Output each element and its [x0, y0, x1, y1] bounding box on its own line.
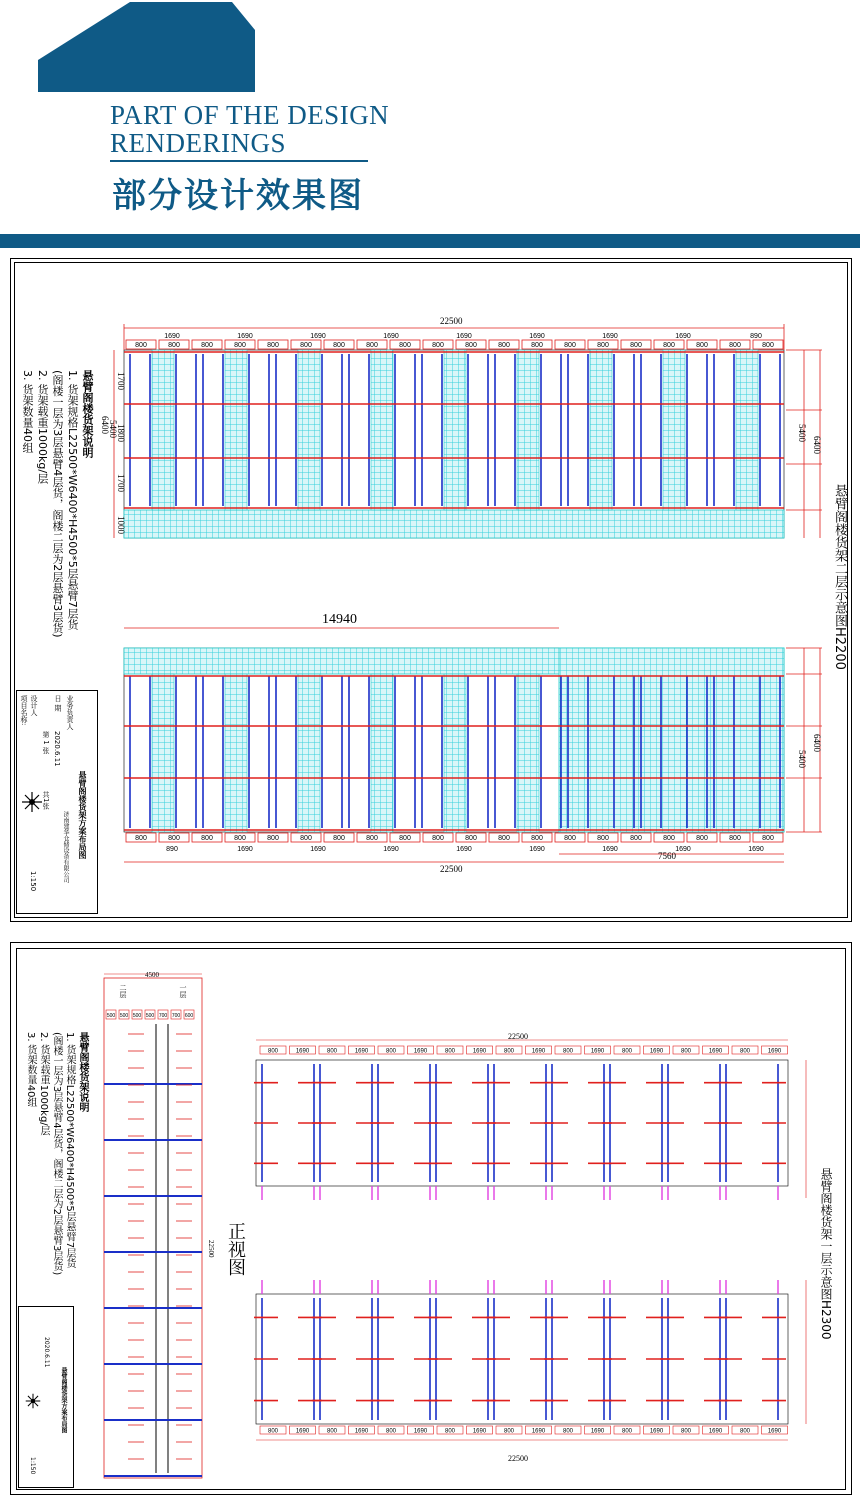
sheet1-left-1800: 1800: [116, 424, 126, 442]
dim-label: 1690: [675, 846, 691, 853]
dim-label: 1690: [675, 333, 691, 340]
aisle-grid: [444, 350, 466, 510]
dim-label: 800: [729, 835, 741, 842]
sheet2-title-block: [18, 1306, 74, 1488]
dim-label: 890: [166, 846, 178, 853]
dim-label: 1690: [295, 1428, 310, 1435]
tb-sheet: 第 1 张: [42, 731, 50, 754]
dim-label: 1690: [531, 1428, 546, 1435]
dim-label: 800: [597, 835, 609, 842]
sheet1-left-1000: 1000: [116, 516, 126, 534]
dim-label: 1690: [767, 1048, 782, 1055]
sheet1-total-top: 22500: [440, 316, 463, 326]
dim-label: 800: [663, 835, 675, 842]
dim-label: 1690: [310, 846, 326, 853]
sheet1-left-1700b: 1700: [116, 474, 126, 492]
dim-label: 800: [465, 835, 477, 842]
dim-label: 800: [201, 835, 213, 842]
dim-label: 800: [326, 1428, 338, 1435]
dim-label: 1690: [456, 333, 472, 340]
dim-label: 800: [385, 1428, 397, 1435]
dim-label: 800: [399, 342, 411, 349]
dim-label: 800: [432, 835, 444, 842]
dim-label: 500: [106, 1013, 116, 1019]
company-logo-icon: [21, 791, 43, 813]
aisle-grid: [371, 350, 393, 510]
dim-label: 1690: [383, 846, 399, 853]
dim-label: 1690: [602, 333, 618, 340]
sheet2-width-4500: 4500: [145, 971, 159, 979]
dim-label: 1690: [590, 1048, 605, 1055]
tb-project: 项目名称:: [20, 695, 28, 726]
dim-label: 800: [739, 1048, 751, 1055]
dim-label: 800: [562, 1428, 574, 1435]
notes-line-4: 3. 货架数量40组: [21, 370, 34, 453]
notes2-heading: 悬臂阁楼货架说明: [77, 1032, 88, 1112]
tb2-ratio: 1:150: [29, 1457, 36, 1475]
tb-date: 2020.6.11: [53, 731, 61, 767]
dim-label: 800: [444, 1428, 456, 1435]
dim-label: 500: [145, 1013, 155, 1019]
sheet1-span-7560: 7560: [658, 851, 676, 861]
tb2-date: 2020.6.11: [43, 1337, 50, 1368]
dim-label: 1690: [456, 846, 472, 853]
sheet2-level1-label: 一层: [179, 984, 187, 998]
dim-label: 800: [696, 342, 708, 349]
tb-approver: 业务负责人: [66, 695, 74, 730]
notes-line-1: 1. 货架规格L22500*W6400*H4500*5层悬臂7层货: [66, 370, 79, 630]
dim-label: 800: [168, 835, 180, 842]
aisle-grid: [444, 674, 466, 832]
aisle-grid: [371, 674, 393, 832]
aisle-grid: [225, 350, 247, 510]
notes-line-2: (阁楼一层为3层悬臂4层货，阁楼二层为2层悬臂3层货): [51, 370, 64, 638]
aisle-grid: [590, 350, 612, 510]
dim-label: 1690: [590, 1428, 605, 1435]
dim-label: 800: [201, 342, 213, 349]
notes2-line-2: (阁楼一层为3层悬臂4层货，阁楼二层为2层悬臂3层货): [51, 1032, 62, 1276]
dim-label: 800: [267, 1428, 279, 1435]
tb-design: 设计人: [30, 695, 38, 716]
dim-label: 800: [696, 835, 708, 842]
sheet1-plan-drawing: [14, 262, 848, 918]
aisle-grid: [225, 674, 247, 832]
dim-label: 800: [503, 1428, 515, 1435]
sheet1-total-bottom: 22500: [440, 864, 463, 874]
dim-label: 800: [168, 342, 180, 349]
dim-label: 800: [531, 342, 543, 349]
dim-label: 800: [663, 342, 675, 349]
aisle-grid: [152, 350, 174, 510]
dim-label: 1690: [531, 1048, 546, 1055]
dim-label: 1690: [413, 1428, 428, 1435]
aisle-grid: [298, 350, 320, 510]
dim-label: 800: [680, 1048, 692, 1055]
sheet2-plan-drawing: [16, 948, 846, 1490]
dim-label: 1690: [310, 333, 326, 340]
dim-label: 800: [300, 835, 312, 842]
dim-label: 800: [234, 835, 246, 842]
title-divider: [110, 160, 368, 162]
dim-label: 800: [621, 1048, 633, 1055]
notes-line-3: 2. 货架载重1000kg/层: [36, 370, 49, 485]
dim-label: 1690: [383, 333, 399, 340]
dim-label: 890: [750, 333, 762, 340]
dim-label: 1690: [354, 1048, 369, 1055]
dim-label: 1690: [708, 1048, 723, 1055]
aisle-grid: [517, 350, 539, 510]
dim-label: 1690: [237, 846, 253, 853]
dim-label: 1690: [472, 1428, 487, 1435]
front-view-label: 正视图: [225, 1222, 246, 1276]
dim-label: 700: [171, 1013, 181, 1019]
lower-plan: [124, 648, 784, 832]
dim-label: 1690: [529, 846, 545, 853]
tb-ratio: 1:150: [29, 871, 37, 892]
dim-label: 800: [531, 835, 543, 842]
dim-label: 800: [366, 342, 378, 349]
sheet1-left-1700: 1700: [116, 372, 126, 390]
dim-label: 1690: [748, 846, 764, 853]
dim-label: 1690: [164, 333, 180, 340]
dim-label: 800: [630, 342, 642, 349]
sheet2-total-bottom: 22500: [508, 1454, 528, 1463]
sheet1-notes: [20, 370, 95, 670]
dim-label: 1690: [529, 333, 545, 340]
notes2-line-3: 2. 货架载重1000kg/层: [38, 1032, 49, 1136]
dim-label: 1690: [708, 1428, 723, 1435]
dim-label: 1690: [237, 333, 253, 340]
dim-label: 800: [498, 835, 510, 842]
notes-heading: 悬臂阁楼货架说明: [81, 370, 94, 458]
aisle-grid: [736, 350, 758, 510]
company-logo-icon-2: [25, 1393, 41, 1409]
dim-label: 800: [762, 835, 774, 842]
elevation-frame: [104, 978, 202, 1478]
upper-plan: [124, 350, 784, 538]
sheet2-notes: [24, 1032, 89, 1302]
sheet2-total-top: 22500: [508, 1032, 528, 1041]
dim-label: 800: [630, 835, 642, 842]
sheet2-height-22500: 22500: [207, 1240, 215, 1258]
dim-label: 800: [267, 1048, 279, 1055]
dim-label: 800: [135, 342, 147, 349]
sheet1-left-6400: 6400: [100, 416, 110, 434]
dim-label: 1690: [649, 1048, 664, 1055]
tb-total: 共1张: [42, 791, 50, 810]
sheet1-lower-width-6400: 6400: [812, 734, 822, 752]
dim-label: 1690: [354, 1428, 369, 1435]
dim-label: 800: [366, 835, 378, 842]
sheet1-caption: 悬臂阁楼货架二层示意图H2200: [832, 484, 847, 670]
dim-label: 800: [498, 342, 510, 349]
dim-label: 800: [267, 342, 279, 349]
header-band: [0, 234, 860, 248]
dim-label: 1690: [295, 1048, 310, 1055]
dim-label: 800: [267, 835, 279, 842]
notes2-line-4: 3. 货架数量40组: [25, 1032, 36, 1108]
sheet1-title-block: [16, 690, 98, 914]
dim-label: 800: [300, 342, 312, 349]
aisle-grid: [152, 674, 174, 832]
dim-label: 700: [158, 1013, 168, 1019]
dim-label: 800: [385, 1048, 397, 1055]
sheet2-caption: 悬臂阁楼货架一层示意图H2300: [819, 1168, 833, 1340]
dim-label: 1690: [602, 846, 618, 853]
dim-label: 800: [432, 342, 444, 349]
dim-label: 1690: [649, 1428, 664, 1435]
dim-label: 800: [135, 835, 147, 842]
dim-label: 1690: [472, 1048, 487, 1055]
tb2-name: 悬臂阁楼货架方案布局图: [60, 1367, 67, 1433]
dim-label: 800: [762, 342, 774, 349]
sheet1-width-6400: 6400: [812, 436, 822, 454]
aisle-grid: [517, 674, 539, 832]
aisle-grid: [663, 350, 685, 510]
aisle-grid: [298, 674, 320, 832]
tb-name: 悬臂阁楼货架方案布局图: [78, 771, 87, 859]
sheet1-span-14940: 14940: [322, 612, 357, 627]
dim-label: 800: [326, 1048, 338, 1055]
dim-label: 800: [564, 835, 576, 842]
dim-label: 800: [333, 342, 345, 349]
dim-label: 800: [465, 342, 477, 349]
dim-label: 1690: [767, 1428, 782, 1435]
dim-label: 800: [562, 1048, 574, 1055]
tb-company-cn: 济南建华仓储设备有限公司: [62, 811, 69, 883]
tb-date-label: 日 期: [54, 695, 62, 712]
sheet1-width-5400: 5400: [797, 424, 807, 442]
dim-label: 800: [597, 342, 609, 349]
notes2-line-1: 1. 货架规格L22500*W6400*H4500*5层悬臂7层货: [64, 1032, 75, 1269]
dim-label: 500: [119, 1013, 129, 1019]
page-title-english: PART OF THE DESIGN RENDERINGS: [110, 100, 390, 158]
dim-label: 600: [184, 1013, 194, 1019]
dim-label: 800: [444, 1048, 456, 1055]
dim-label: 500: [132, 1013, 142, 1019]
dim-label: 800: [234, 342, 246, 349]
dim-label: 800: [503, 1048, 515, 1055]
dim-label: 800: [399, 835, 411, 842]
dim-label: 1690: [413, 1048, 428, 1055]
dim-label: 800: [739, 1428, 751, 1435]
dim-label: 800: [333, 835, 345, 842]
dim-label: 800: [564, 342, 576, 349]
sheet2-level2-label: 二层: [119, 984, 127, 998]
sheet1-left-5400: 5400: [108, 420, 118, 438]
dim-label: 800: [680, 1428, 692, 1435]
dim-label: 800: [621, 1428, 633, 1435]
dim-label: 800: [729, 342, 741, 349]
sheet1-lower-width-5400: 5400: [797, 750, 807, 768]
page-title-chinese: 部分设计效果图: [112, 176, 364, 216]
